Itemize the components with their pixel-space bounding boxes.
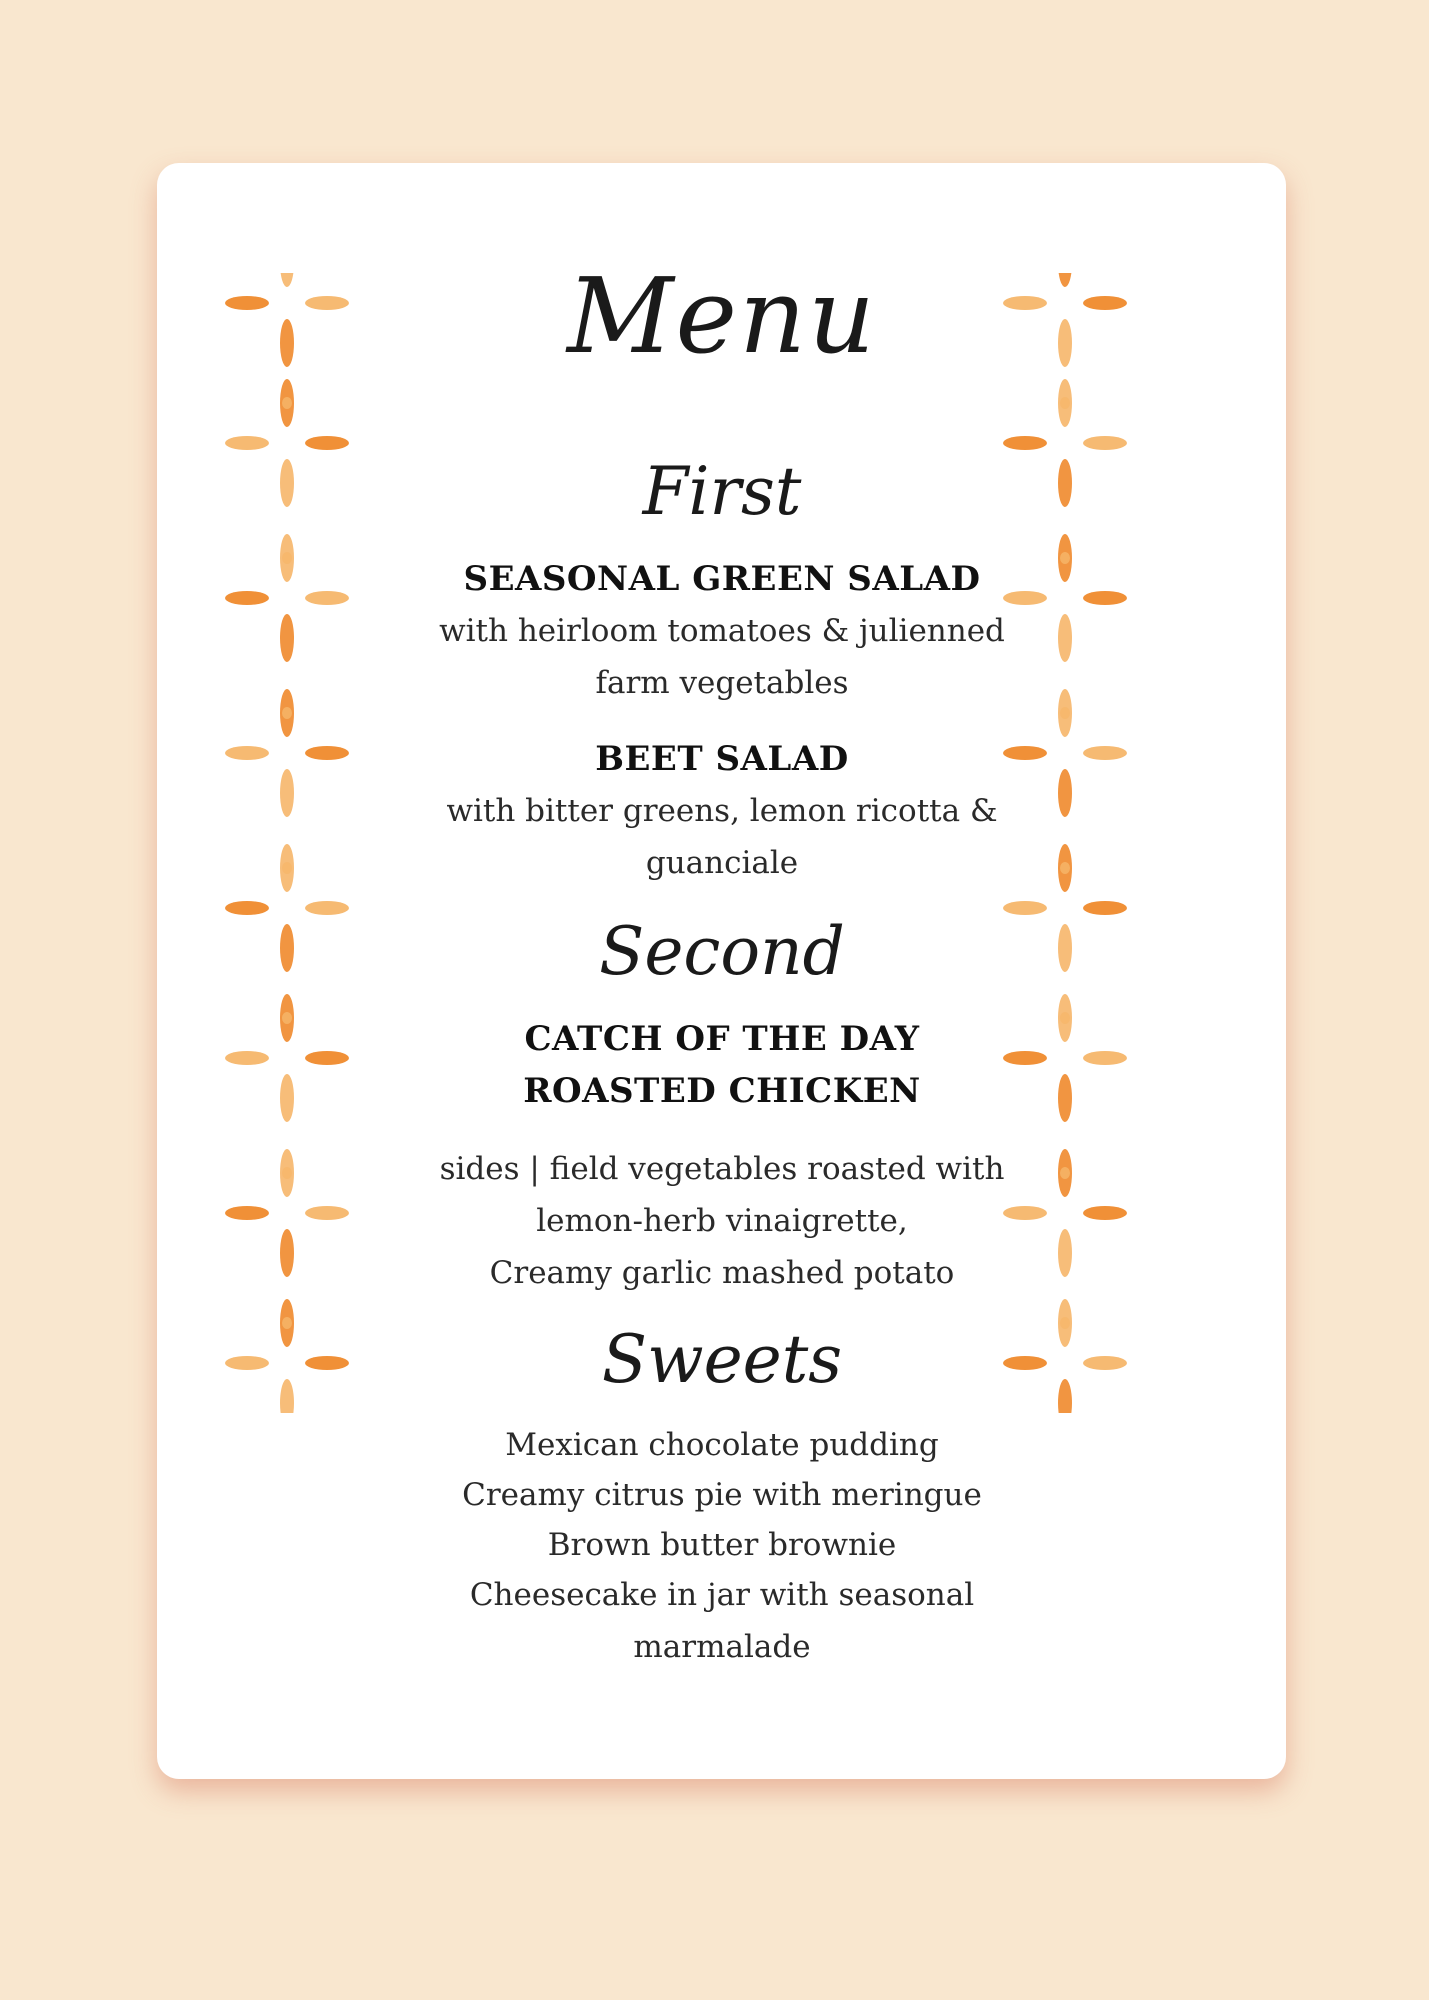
petal-shape — [280, 459, 294, 507]
petal-shape — [1083, 746, 1127, 760]
dessert-item: Creamy citrus pie with meringue — [462, 1477, 982, 1513]
dish-name: SEASONAL GREEN SALAD — [463, 559, 981, 599]
menu-title: Menu — [567, 255, 877, 377]
petal-shape — [1060, 397, 1070, 409]
petal-shape — [1060, 707, 1070, 719]
petal-shape — [305, 591, 349, 605]
petal-shape — [225, 591, 269, 605]
left-floral-border — [222, 273, 352, 1413]
petal-shape — [280, 614, 294, 662]
petal-shape — [1003, 436, 1047, 450]
petal-shape — [280, 1229, 294, 1277]
petal-shape — [282, 397, 292, 409]
petal-shape — [282, 1012, 292, 1024]
section-title-first: First — [642, 453, 802, 530]
petal-shape — [225, 1206, 269, 1220]
petal-shape — [1060, 552, 1070, 564]
petal-shape — [305, 1206, 349, 1220]
petal-shape — [1083, 901, 1127, 915]
petal-shape — [282, 862, 292, 874]
dish-name: ROASTED CHICKEN — [523, 1071, 921, 1111]
petal-shape — [225, 1051, 269, 1065]
dish-description: with bitter greens, lemon ricotta & guanciale — [446, 793, 998, 881]
section-title-sweets: Sweets — [601, 1321, 843, 1398]
petal-shape — [1083, 296, 1127, 310]
sides-description: sides | field vegetables roasted with lemon-herb vinaigrette, Creamy garlic mashed potato — [439, 1151, 1005, 1291]
petal-shape — [282, 1167, 292, 1179]
dish-name: CATCH OF THE DAY — [524, 1019, 920, 1059]
dessert-item: Cheesecake in jar with seasonal marmalade — [469, 1577, 975, 1665]
petal-shape — [1058, 769, 1072, 817]
dessert-item: Mexican chocolate pudding — [505, 1427, 939, 1463]
petal-shape — [1058, 459, 1072, 507]
petal-shape — [280, 769, 294, 817]
petal-shape — [1083, 436, 1127, 450]
petal-shape — [282, 1317, 292, 1329]
petal-shape — [1058, 273, 1072, 287]
petal-shape — [305, 746, 349, 760]
petal-shape — [225, 1356, 269, 1370]
petal-shape — [225, 746, 269, 760]
petal-shape — [280, 1074, 294, 1122]
petal-shape — [305, 296, 349, 310]
petal-shape — [1060, 862, 1070, 874]
petal-shape — [1058, 1074, 1072, 1122]
petal-shape — [280, 1379, 294, 1413]
petal-shape — [1058, 924, 1072, 972]
menu-card — [157, 163, 1286, 1779]
petal-shape — [1083, 1356, 1127, 1370]
petal-shape — [1058, 1229, 1072, 1277]
petal-shape — [280, 273, 294, 287]
petal-shape — [1083, 1051, 1127, 1065]
petal-shape — [1083, 1206, 1127, 1220]
petal-shape — [280, 924, 294, 972]
petal-shape — [225, 901, 269, 915]
petal-shape — [1083, 591, 1127, 605]
left-cross-pattern — [222, 273, 352, 1413]
petal-shape — [282, 707, 292, 719]
petal-shape — [282, 552, 292, 564]
petal-shape — [280, 319, 294, 367]
petal-shape — [1060, 1167, 1070, 1179]
dish-description: with heirloom tomatoes & julienned farm vegetables — [439, 613, 1005, 701]
petal-shape — [1058, 1379, 1072, 1413]
petal-shape — [225, 436, 269, 450]
petal-shape — [305, 901, 349, 915]
petal-shape — [305, 436, 349, 450]
section-title-second: Second — [599, 913, 845, 990]
petal-shape — [1058, 319, 1072, 367]
petal-shape — [1060, 1012, 1070, 1024]
petal-shape — [1058, 614, 1072, 662]
petal-shape — [305, 1051, 349, 1065]
dessert-item: Brown butter brownie — [547, 1527, 897, 1563]
petal-shape — [1060, 1317, 1070, 1329]
petal-shape — [305, 1356, 349, 1370]
dish-name: BEET SALAD — [595, 739, 849, 779]
petal-shape — [225, 296, 269, 310]
